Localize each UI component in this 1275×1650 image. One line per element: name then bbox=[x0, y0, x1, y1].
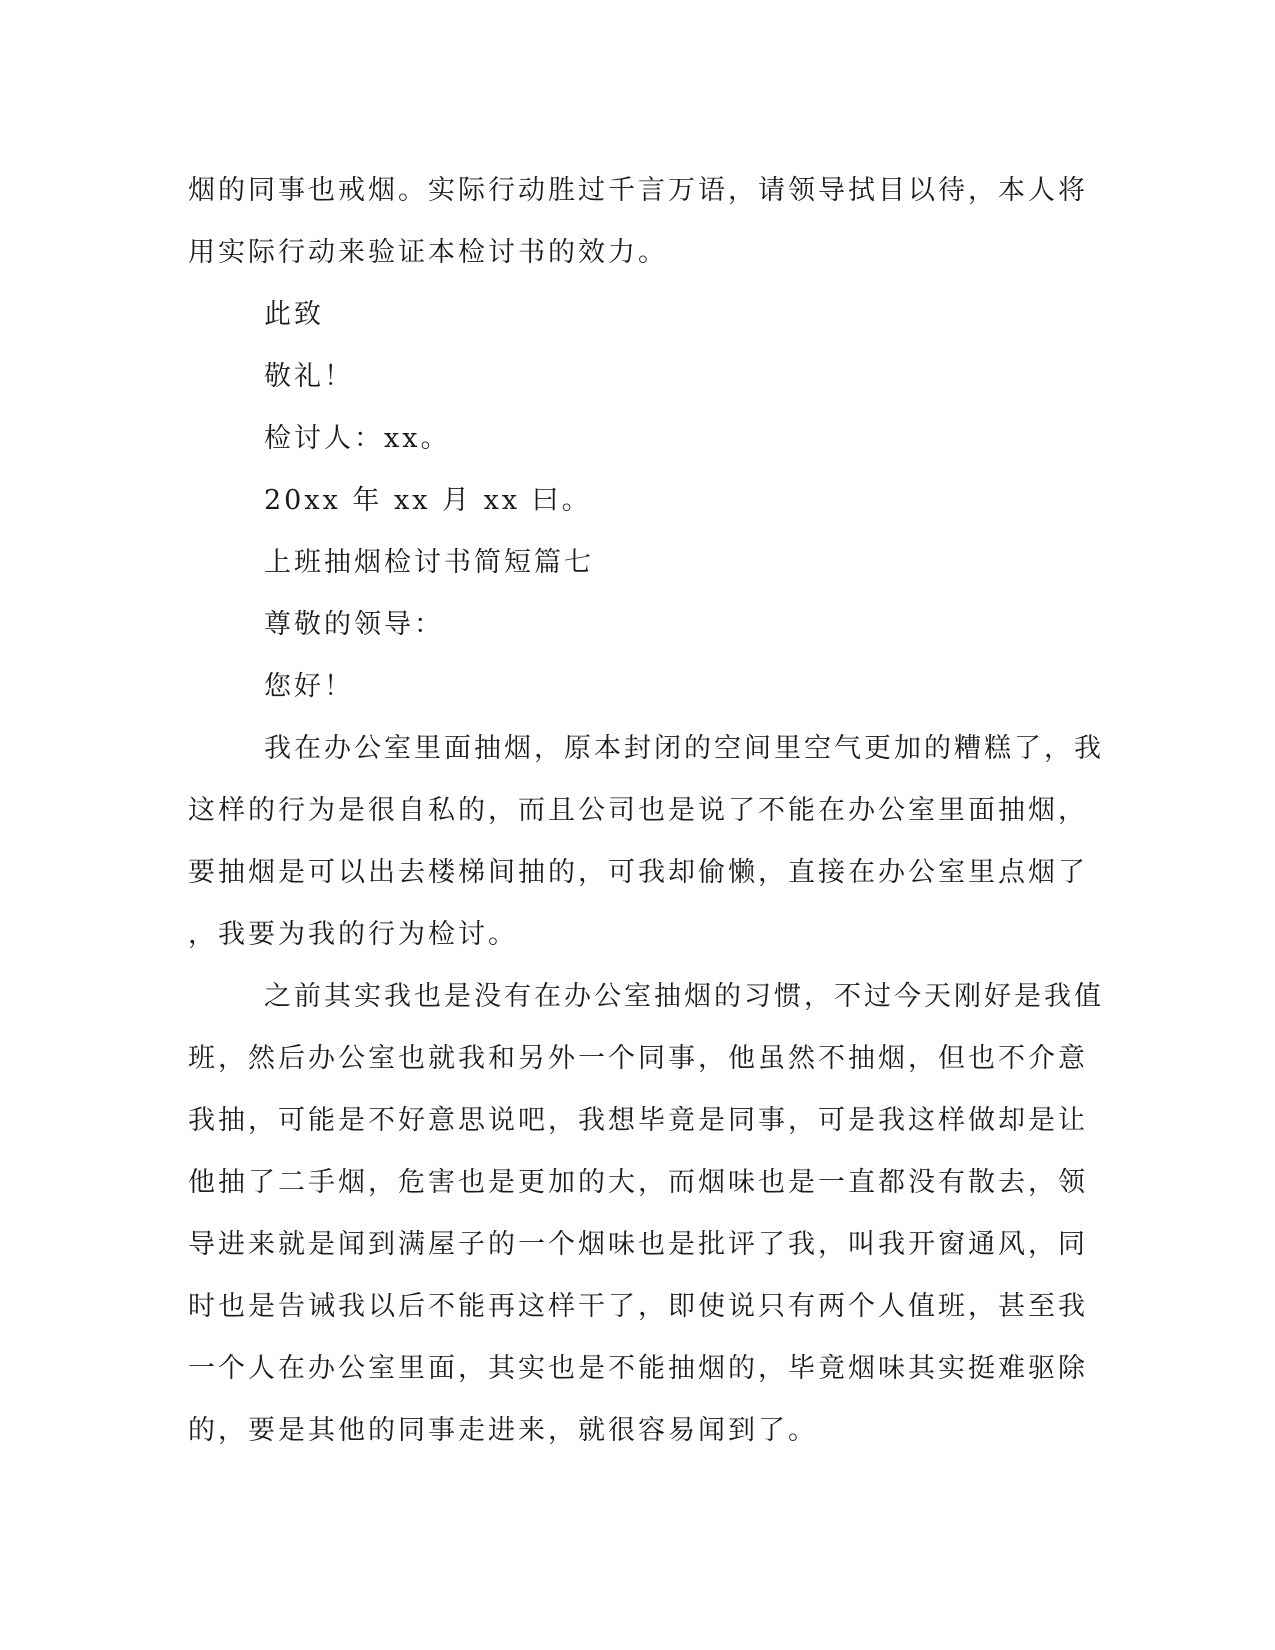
date-line: 20xx 年 xx 月 xx 曰。 bbox=[264, 485, 592, 516]
text-line: 的，要是其他的同事走进来，就很容易闻到了。 bbox=[188, 1415, 818, 1446]
continuation-paragraph bbox=[188, 160, 1088, 284]
document-body bbox=[188, 160, 1104, 1462]
text-line: 之前其实我也是没有在办公室抽烟的习惯，不过今天刚好是我值 bbox=[264, 981, 1104, 1012]
closing-respect: 敬礼！ bbox=[264, 361, 354, 392]
text-line: ，我要为我的行为检讨。 bbox=[188, 919, 518, 950]
text-line: 班，然后办公室也就我和另外一个同事，他虽然不抽烟，但也不介意 bbox=[188, 1043, 1088, 1074]
body-paragraph-1 bbox=[188, 718, 1104, 966]
text-line: 我在办公室里面抽烟，原本封闭的空间里空气更加的糟糕了，我 bbox=[264, 733, 1104, 764]
text-line: 这样的行为是很自私的，而且公司也是说了不能在办公室里面抽烟， bbox=[188, 795, 1088, 826]
text-line: 一个人在办公室里面，其实也是不能抽烟的，毕竟烟味其实挺难驱除 bbox=[188, 1353, 1088, 1384]
text-line: 烟的同事也戒烟。实际行动胜过千言万语，请领导拭目以待，本人将 bbox=[188, 175, 1088, 206]
section-title: 上班抽烟检讨书简短篇七 bbox=[264, 547, 594, 578]
text-line: 用实际行动来验证本检讨书的效力。 bbox=[188, 237, 668, 268]
closing-salutation: 此致 bbox=[264, 299, 324, 330]
text-line: 时也是告诫我以后不能再这样干了，即使说只有两个人值班，甚至我 bbox=[188, 1291, 1088, 1322]
signer-line: 检讨人：xx。 bbox=[264, 423, 451, 454]
greeting-hello: 您好！ bbox=[264, 671, 354, 702]
body-paragraph-2 bbox=[188, 966, 1104, 1462]
text-line: 导进来就是闻到满屋子的一个烟味也是批评了我，叫我开窗通风，同 bbox=[188, 1229, 1088, 1260]
text-line: 我抽，可能是不好意思说吧，我想毕竟是同事，可是我这样做却是让 bbox=[188, 1105, 1088, 1136]
text-line: 他抽了二手烟，危害也是更加的大，而烟味也是一直都没有散去，领 bbox=[188, 1167, 1088, 1198]
text-line: 要抽烟是可以出去楼梯间抽的，可我却偷懒，直接在办公室里点烟了 bbox=[188, 857, 1088, 888]
greeting-addressee: 尊敬的领导： bbox=[264, 609, 444, 640]
